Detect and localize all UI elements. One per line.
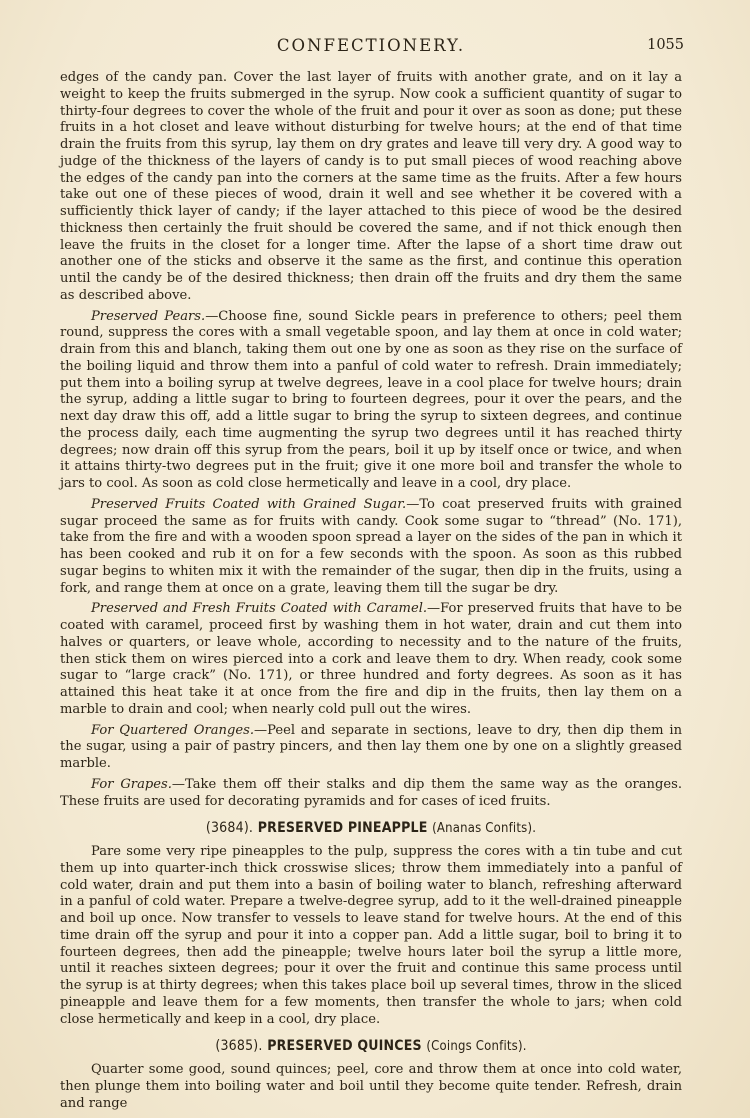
paragraph-quartered-oranges xyxy=(60,723,682,773)
recipe-title: PRESERVED PINEAPPLE xyxy=(257,820,428,837)
paragraph-grapes xyxy=(60,777,682,811)
paragraph-caramel xyxy=(60,601,682,718)
recipe-heading-pineapple xyxy=(60,820,682,838)
paragraph-preserved-pears xyxy=(60,309,682,493)
page-header xyxy=(60,34,682,70)
paragraph-text: —For preserved fruits that have to be coated with caramel, proceed first by washing them in hot water, drain and cut them into halves or quarters, or leave whole, according to necessity and to the nature of the fruits, then stick them on wires pierced into a cork and leave them to dry. When ready, cook some sugar to “large crack” (No. 171), or three hundred and forty degrees. As soon as it has attained this heat take it at once from the fire and dip in the fruits, then lay them on a marble to drain and cool; when nearly cold pull out the wires. xyxy=(60,601,682,717)
paragraph-text: —Take them off their stalks and dip them the same way as the oranges. These fruits are used for decorating pyramids and for cases of iced fruits. xyxy=(60,776,682,809)
recipe-number: (3684). xyxy=(205,820,254,837)
recipe-number: (3685). xyxy=(215,1038,263,1055)
recipe-subtitle: (Ananas Confits). xyxy=(432,821,537,837)
paragraph-title: Preserved and Fresh Fruits Coated with Caramel. xyxy=(91,601,428,617)
recipe-text-quinces: Quarter some good, sound quinces; peel, core and throw them at once into cold water, then plunge them into boiling water and boil until they become quite tender. Refresh, drain and range xyxy=(60,1062,682,1111)
continuation-paragraph: edges of the candy pan. Cover the last layer of fruits with another grate, and on it lay a weight to keep the fruits submerged in the syrup. Now cook a sufficient quantity of sugar to thirty-four degrees to cover the whole of the fruit and pour it over as soon as done; put these fruits in a hot closet and leave without disturbing for twelve hours; at the end of that time drain the fruits from this syrup, lay them on dry grates and leave till very dry. A good way to judge of the thickness of the layers of candy is to put small pieces of wood reaching above the edges of the candy pan into the corners at the same time as the fruits. After a few hours take out one of these pieces of wood, drain it well and see whether it be covered with a sufficiently thick layer of candy; if the layer attached to this piece of wood be the desired thickness then certainly the fruit should be covered the same, and if not thick enough then leave the fruits in the closet for a longer time. After the lapse of a short time draw out another one of the sticks and observe it the same as the first, and continue this operation until the candy be of the desired thickness; then drain off the fruits and dry them the same as described above. xyxy=(60,70,682,303)
paragraph-title: For Grapes. xyxy=(91,776,172,792)
paragraph-title: Preserved Pears. xyxy=(91,308,206,324)
recipe-heading-quinces xyxy=(60,1038,682,1056)
paragraph-text: —To coat preserved fruits with grained sugar proceed the same as for fruits with candy. Cook some sugar to “thread” (No. 171), take from the fire and with a wooden spoon spread a layer on the sides of the pan in which it has been cooked and rub it on for a few seconds with the spoon. As soon as this rubbed sugar begins to whiten mix it with the remainder of the sugar, then dip in the fruits, using a fork, and range them at once on a grate, leaving them till the sugar be dry. xyxy=(60,496,682,596)
running-head: CONFECTIONERY. xyxy=(276,36,466,55)
recipe-text-pineapple: Pare some very ripe pineapples to the pulp, suppress the cores with a tin tube and cut them up into quarter-inch thick crosswise slices; throw them immediately into a panful of cold water, drain and put them into a basin of boiling water to blanch, refreshing afterward in a panful of cold water. Prepare a twelve-degree syrup, add to it the well-drained pineapple and boil up once. Now transfer to vessels to leave stand for twelve hours. At the end of this time drain off the syrup and pour it into a copper pan. Add a little sugar, boil to bring it to fourteen degrees, then add the pineapple; twelve hours later boil the syrup a little more, until it reaches sixteen degrees; pour it over the fruit and continue this same process until the syrup is at thirty degrees; when this takes place boil up several times, throw in the sliced pineapple and leave them for a few moments, then transfer the whole to jars; when cold close hermetically and keep in a cool, dry place. xyxy=(60,844,682,1027)
paragraph-title: Preserved Fruits Coated with Grained Sugar. xyxy=(91,496,407,512)
page-body xyxy=(60,70,682,1112)
paragraph-text: —Peel and separate in sections, leave to dry, then dip them in the sugar, using a pair of pastry pincers, and then lay them one by one on a slightly greased marble. xyxy=(60,722,683,771)
paragraph-title: For Quartered Oranges. xyxy=(91,722,254,738)
recipe-subtitle: (Coings Confits). xyxy=(426,1039,527,1055)
recipe-title: PRESERVED QUINCES xyxy=(267,1038,422,1055)
paragraph-grained-sugar xyxy=(60,497,682,598)
page-number: 1055 xyxy=(647,37,684,53)
paragraph-text: —Choose fine, sound Sickle pears in preference to others; peel them round, suppress the cores with a small vegetable spoon, and lay them at once in cold water; drain from this and blanch, taking them out one by one as soon as they rise on the surface of the boiling liquid and throw them into a panful of cold water to refresh. Drain immediately; put them into a boiling syrup at twelve degrees, leave in a cool place for twelve hours; drain the syrup, adding a little sugar to bring to fourteen degrees, pour it over the pears, and the next day draw this off, add a little sugar to bring the syrup to sixteen degrees, and continue the process daily, each time augmenting the syrup two degrees until it has reached thirty degrees; now drain off this syrup from the pears, boil it up by itself once or twice, and when it attains thirty-two degrees put in the fruit; give it one more boil and transfer the whole to jars to cool. As soon as cold close hermetically and leave in a cool, dry place. xyxy=(60,308,682,491)
